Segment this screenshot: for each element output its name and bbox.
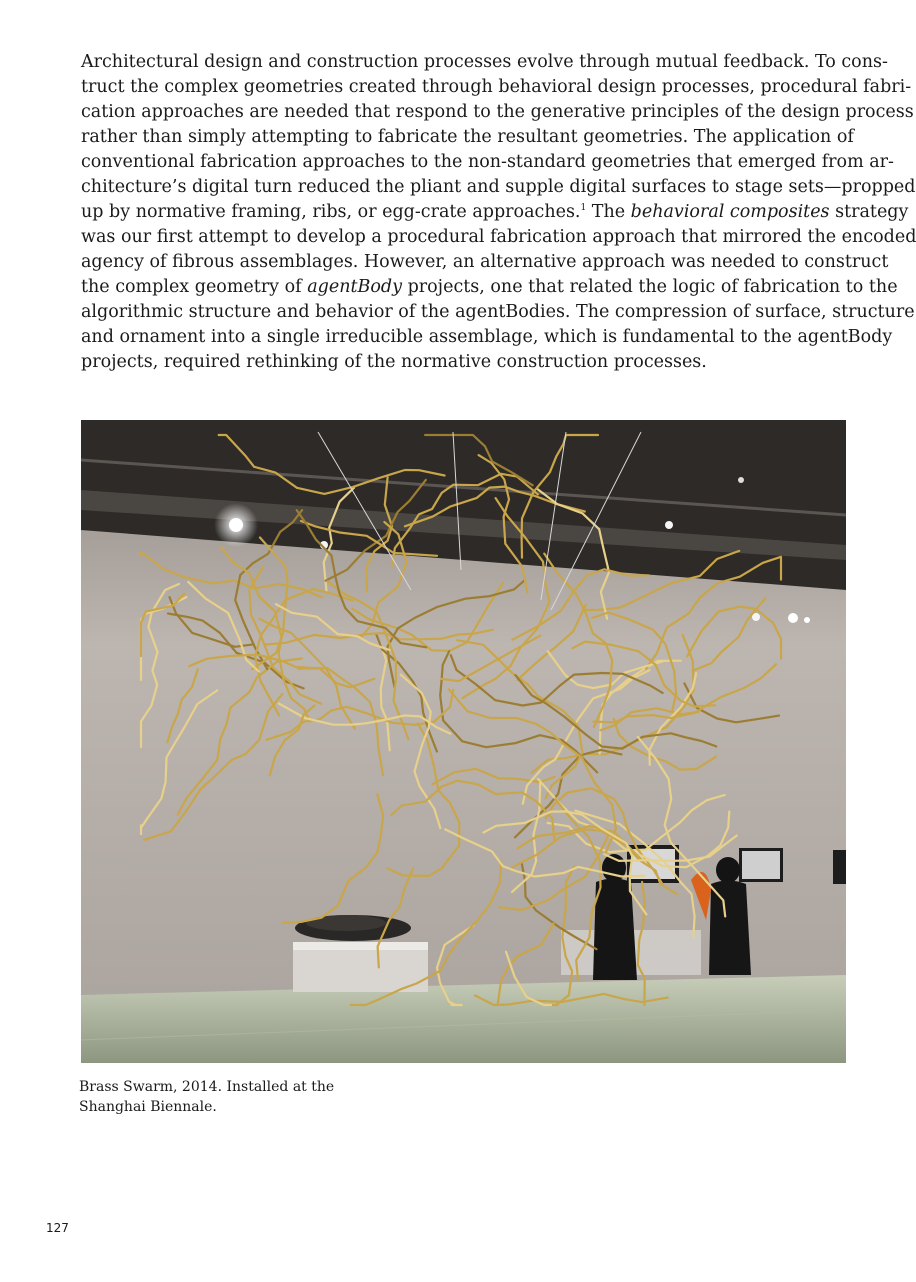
figure-caption xyxy=(79,1077,399,1117)
paragraph-line: agency of fibrous assemblages. However, an alternative approach was needed to construct xyxy=(81,252,889,272)
paragraph-line xyxy=(81,200,909,225)
installation-photo xyxy=(81,420,846,1063)
paragraph-text: the complex geometry of xyxy=(81,277,308,297)
paragraph-line: projects, required rethinking of the normative construction processes. xyxy=(81,352,707,372)
body-paragraph xyxy=(81,50,916,375)
paragraph-text: strategy xyxy=(829,202,909,222)
page-number: 127 xyxy=(46,1221,69,1235)
paragraph-line: truct the complex geometries created through behavioral design processes, procedural fabri- xyxy=(81,77,912,97)
paragraph-line xyxy=(81,275,898,300)
paragraph-line: algorithmic structure and behavior of the agentBodies. The compression of surface, structure xyxy=(81,302,915,322)
brass-swarm-photo xyxy=(81,420,846,1063)
italic-term: agentBody xyxy=(307,277,402,297)
paragraph-line: chitecture’s digital turn reduced the pliant and supple digital surfaces to stage sets—propped xyxy=(81,177,916,197)
paragraph-text: up by normative framing, ribs, or egg-crate approaches. xyxy=(81,202,581,222)
paragraph-line: conventional fabrication approaches to the non-standard geometries that emerged from ar- xyxy=(81,152,894,172)
footnote-marker[interactable]: 1 xyxy=(580,203,587,213)
paragraph-line: was our first attempt to develop a procedural fabrication approach that mirrored the encoded xyxy=(81,227,916,247)
display-pedestal xyxy=(293,915,428,992)
caption-line: Shanghai Biennale. xyxy=(79,1099,217,1115)
paragraph-text: projects, one that related the logic of fabrication to the xyxy=(402,277,898,297)
paragraph-line: and ornament into a single irreducible assemblage, which is fundamental to the agentBody xyxy=(81,327,893,347)
paragraph-line: cation approaches are needed that respond to the generative principles of the design process xyxy=(81,102,914,122)
paragraph-line: Architectural design and construction processes evolve through mutual feedback. To cons- xyxy=(81,52,888,72)
paragraph-text: The xyxy=(586,202,631,222)
italic-term: behavioral composites xyxy=(630,202,830,222)
caption-line: Brass Swarm, 2014. Installed at the xyxy=(79,1079,335,1095)
paragraph-line: rather than simply attempting to fabricate the resultant geometries. The application of xyxy=(81,127,854,147)
